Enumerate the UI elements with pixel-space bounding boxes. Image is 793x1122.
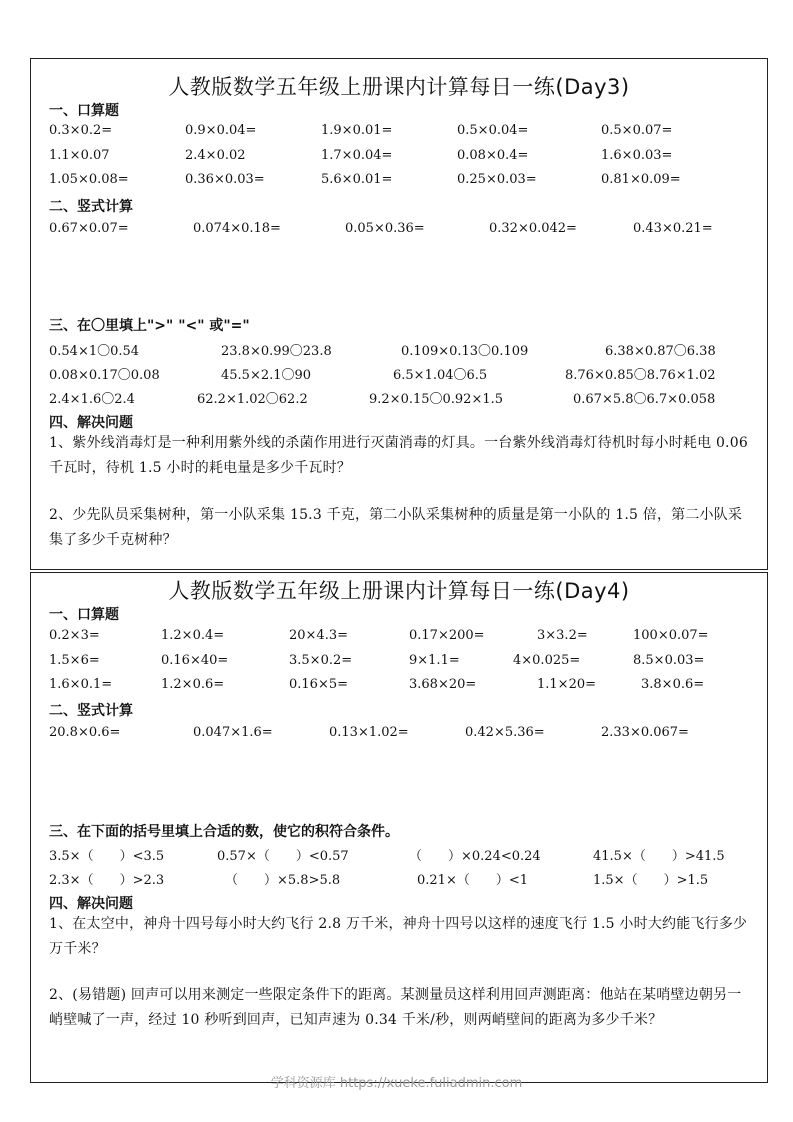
oral-item: 0.2×3= — [49, 628, 100, 643]
oral-item: 3.68×20= — [409, 677, 477, 692]
footer-watermark: 学科资源库 https://xueke.fuliadmin.com — [270, 1076, 523, 1091]
oral-item: 1.2×0.6= — [161, 677, 225, 692]
compare-item: 8.76×0.85〇8.76×1.02 — [565, 368, 716, 383]
oral-item: 0.5×0.07= — [601, 123, 673, 138]
oral-item: 2.4×0.02 — [185, 148, 246, 163]
word-problem: 2、(易错题) 回声可以用来测定一些限定条件下的距离。某测量员这样利用回声测距离：他站在某哨壁边朝另一峭壁喊了一声，经过 10 秒听到回声，已知声速为 0.34 千米/秒，则两峭壁间的距离为多少千米？ — [49, 987, 742, 1028]
section-vertical-heading: 二、竖式计算 — [49, 199, 133, 215]
oral-item: 0.08×0.4= — [457, 148, 529, 163]
oral-item: 9×1.1= — [409, 653, 460, 668]
fill-item: 41.5×（ ）>41.5 — [593, 849, 725, 864]
compare-item: 6.5×1.04〇6.5 — [393, 368, 488, 383]
oral-item: 0.36×0.03= — [185, 172, 265, 187]
compare-item: 62.2×1.02〇62.2 — [197, 392, 308, 407]
oral-item: 20×4.3= — [289, 628, 349, 643]
oral-item: 1.6×0.03= — [601, 148, 673, 163]
worksheet-title: 人教版数学五年级上册课内计算每日一练(Day3) — [168, 75, 630, 99]
compare-item: 45.5×2.1〇90 — [221, 368, 312, 383]
compare-item: 0.08×0.17〇0.08 — [49, 368, 160, 383]
fill-item: 2.3×（ ）>2.3 — [49, 873, 165, 888]
compare-item: 0.67×5.8〇6.7×0.058 — [573, 392, 716, 407]
oral-item: 1.9×0.01= — [321, 123, 393, 138]
fill-item: 1.5×（ ）>1.5 — [593, 873, 709, 888]
oral-item: 1.6×0.1= — [49, 677, 113, 692]
oral-item: 1.1×20= — [537, 677, 597, 692]
word-problem: 1、在太空中，神舟十四号每小时大约飞行 2.8 万千米，神舟十四号以这样的速度飞行 1.5 小时大约能飞行多少万千米？ — [49, 916, 748, 957]
oral-item: 0.17×200= — [409, 628, 485, 643]
oral-item: 0.9×0.04= — [185, 123, 257, 138]
vertical-item: 0.13×1.02= — [329, 725, 409, 740]
oral-item: 5.6×0.01= — [321, 172, 393, 187]
fill-item: （ ）×5.8>5.8 — [225, 873, 341, 888]
vertical-item: 20.8×0.6= — [49, 725, 121, 740]
worksheet-day4 — [30, 572, 768, 1083]
vertical-item: 0.67×0.07= — [49, 221, 129, 236]
worksheet-title: 人教版数学五年级上册课内计算每日一练(Day4) — [168, 579, 630, 603]
worksheet-day3 — [30, 58, 768, 570]
compare-item: 0.109×0.13〇0.109 — [401, 344, 529, 359]
section-vertical-heading: 二、竖式计算 — [49, 703, 133, 719]
oral-item: 100×0.07= — [633, 628, 709, 643]
oral-item: 4×0.025= — [513, 653, 581, 668]
vertical-item: 0.047×1.6= — [193, 725, 273, 740]
oral-item: 0.81×0.09= — [601, 172, 681, 187]
vertical-item: 0.32×0.042= — [489, 221, 577, 236]
section-oral-heading: 一、口算题 — [49, 607, 119, 623]
compare-item: 2.4×1.6〇2.4 — [49, 392, 135, 407]
oral-item: 0.16×5= — [289, 677, 349, 692]
vertical-item: 2.33×0.067= — [601, 725, 689, 740]
word-problem: 2、少先队员采集树种，第一小队采集 15.3 千克，第二小队采集树种的质量是第一小队的 1.5 倍，第二小队采集了多少千克树种？ — [49, 507, 743, 548]
oral-item: 1.5×6= — [49, 653, 100, 668]
vertical-item: 0.43×0.21= — [633, 221, 713, 236]
fill-item: 0.57×（ ）<0.57 — [217, 849, 349, 864]
vertical-item: 0.074×0.18= — [193, 221, 281, 236]
section-fill-heading: 三、在下面的括号里填上合适的数，使它的积符合条件。 — [49, 824, 399, 840]
section-problems-heading: 四、解决问题 — [49, 896, 133, 912]
oral-item: 3.5×0.2= — [289, 653, 353, 668]
compare-item: 9.2×0.15〇0.92×1.5 — [369, 392, 504, 407]
vertical-item: 0.42×5.36= — [465, 725, 545, 740]
oral-item: 0.3×0.2= — [49, 123, 113, 138]
oral-item: 1.2×0.4= — [161, 628, 225, 643]
oral-item: 0.16×40= — [161, 653, 229, 668]
section-problems-heading: 四、解决问题 — [49, 415, 133, 431]
section-oral-heading: 一、口算题 — [49, 103, 119, 119]
compare-item: 6.38×0.87〇6.38 — [605, 344, 716, 359]
compare-item: 0.54×1〇0.54 — [49, 344, 140, 359]
word-problem: 1、紫外线消毒灯是一种利用紫外线的杀菌作用进行灭菌消毒的灯具。一台紫外线消毒灯待机时每小时耗电 0.06 千瓦时，待机 1.5 小时的耗电量是多少千瓦时？ — [49, 435, 748, 476]
oral-item: 1.05×0.08= — [49, 172, 129, 187]
compare-item: 23.8×0.99〇23.8 — [221, 344, 332, 359]
fill-item: （ ）×0.24<0.24 — [409, 849, 541, 864]
fill-item: 3.5×（ ）<3.5 — [49, 849, 165, 864]
oral-item: 1.1×0.07 — [49, 148, 110, 163]
oral-item: 3.8×0.6= — [641, 677, 705, 692]
oral-item: 1.7×0.04= — [321, 148, 393, 163]
oral-item: 3×3.2= — [537, 628, 588, 643]
oral-item: 8.5×0.03= — [633, 653, 705, 668]
fill-item: 0.21×（ ）<1 — [417, 873, 529, 888]
oral-item: 0.25×0.03= — [457, 172, 537, 187]
vertical-item: 0.05×0.36= — [345, 221, 425, 236]
oral-item: 0.5×0.04= — [457, 123, 529, 138]
section-compare-heading: 三、在〇里填上">" "<" 或"=" — [49, 318, 250, 334]
